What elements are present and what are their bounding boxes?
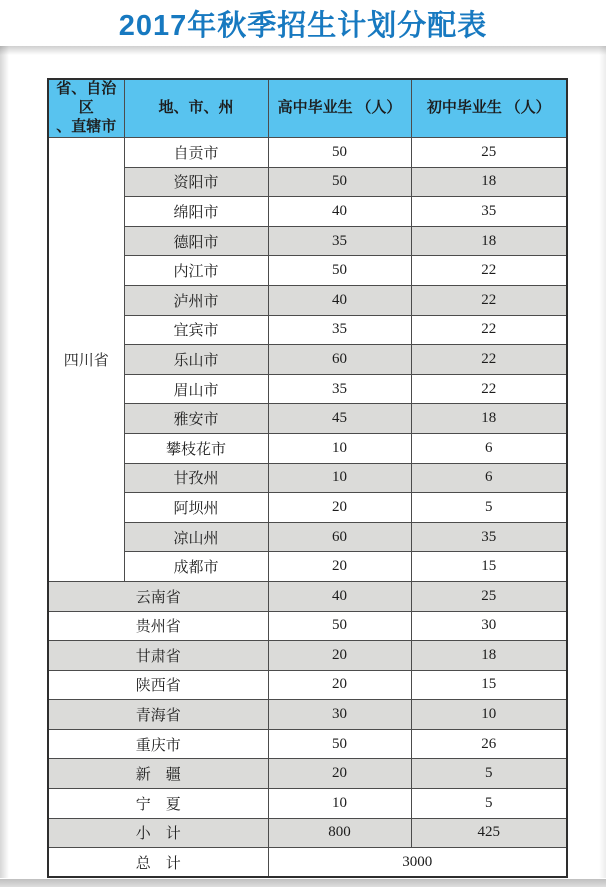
jh-count: 22: [411, 345, 567, 375]
hs-count: 20: [268, 759, 411, 789]
table-row: [48, 759, 567, 789]
hs-count: 40: [268, 197, 411, 227]
jh-count: 18: [411, 641, 567, 671]
jh-count: 5: [411, 759, 567, 789]
hs-count: 10: [268, 789, 411, 819]
city-name: 内江市: [124, 256, 268, 286]
table-row: [48, 374, 567, 404]
hs-count: 35: [268, 374, 411, 404]
hs-count: 20: [268, 641, 411, 671]
title-band: [0, 0, 606, 46]
province-name: 甘肃省: [48, 641, 268, 671]
table-row: [48, 641, 567, 671]
city-name: 攀枝花市: [124, 433, 268, 463]
hs-count: 30: [268, 700, 411, 730]
jh-count: 5: [411, 493, 567, 523]
table-row: [48, 493, 567, 523]
city-name: 乐山市: [124, 345, 268, 375]
province-cell-sichuan: 四川省: [48, 138, 124, 582]
hs-count: 20: [268, 493, 411, 523]
bottom-page-edge: [0, 879, 606, 887]
header-province-line2: 、直辖市: [56, 119, 117, 135]
table-row: [48, 581, 567, 611]
table-row: [48, 670, 567, 700]
jh-count: 18: [411, 404, 567, 434]
jh-count: 35: [411, 197, 567, 227]
jh-count: 15: [411, 670, 567, 700]
city-name: 成都市: [124, 552, 268, 582]
jh-count: 18: [411, 226, 567, 256]
page-title: 2017年秋季招生计划分配表: [118, 9, 488, 42]
table-row: [48, 138, 567, 168]
jh-count: 22: [411, 374, 567, 404]
table-row: [48, 226, 567, 256]
header-city-prefecture: 地、市、州: [124, 79, 268, 138]
city-name: 雅安市: [124, 404, 268, 434]
city-name: 甘孜州: [124, 463, 268, 493]
jh-count: 22: [411, 256, 567, 286]
right-page-shadow: [599, 46, 606, 878]
jh-count: 15: [411, 552, 567, 582]
table-row: [48, 433, 567, 463]
total-label: 总 计: [48, 848, 268, 878]
hs-count: 50: [268, 729, 411, 759]
hs-count: 40: [268, 581, 411, 611]
hs-count: 40: [268, 285, 411, 315]
subtotal-jh-count: 425: [411, 818, 567, 848]
jh-count: 25: [411, 138, 567, 168]
hs-count: 50: [268, 611, 411, 641]
city-name: 凉山州: [124, 522, 268, 552]
city-name: 自贡市: [124, 138, 268, 168]
province-name: 青海省: [48, 700, 268, 730]
jh-count: 6: [411, 463, 567, 493]
header-province-line1: 省、自治区: [56, 81, 117, 116]
table-row: [48, 197, 567, 227]
table-row: [48, 404, 567, 434]
province-name: 贵州省: [48, 611, 268, 641]
province-name: 云南省: [48, 581, 268, 611]
hs-count: 50: [268, 256, 411, 286]
jh-count: 25: [411, 581, 567, 611]
province-name: 新 疆: [48, 759, 268, 789]
table-row: [48, 789, 567, 819]
jh-count: 10: [411, 700, 567, 730]
city-name: 眉山市: [124, 374, 268, 404]
hs-count: 10: [268, 433, 411, 463]
table-row: [48, 522, 567, 552]
hs-count: 50: [268, 167, 411, 197]
hs-count: 20: [268, 670, 411, 700]
hs-count: 50: [268, 138, 411, 168]
jh-count: 26: [411, 729, 567, 759]
header-highschool-grads: 高中毕业生 （人）: [268, 79, 411, 138]
table-row: [48, 315, 567, 345]
jh-count: 6: [411, 433, 567, 463]
jh-count: 22: [411, 315, 567, 345]
title-shadow-divider: [0, 46, 606, 55]
hs-count: 35: [268, 315, 411, 345]
hs-count: 35: [268, 226, 411, 256]
city-name: 资阳市: [124, 167, 268, 197]
subtotal-label: 小 计: [48, 818, 268, 848]
total-row: [48, 848, 567, 878]
hs-count: 45: [268, 404, 411, 434]
city-name: 阿坝州: [124, 493, 268, 523]
header-province-region: [48, 79, 124, 138]
table-row: [48, 729, 567, 759]
table-row: [48, 552, 567, 582]
hs-count: 60: [268, 345, 411, 375]
jh-count: 35: [411, 522, 567, 552]
province-name: 重庆市: [48, 729, 268, 759]
hs-count: 20: [268, 552, 411, 582]
enrollment-plan-table: [47, 78, 568, 878]
table-row: [48, 463, 567, 493]
jh-count: 30: [411, 611, 567, 641]
table-row: [48, 256, 567, 286]
city-name: 泸州市: [124, 285, 268, 315]
jh-count: 5: [411, 789, 567, 819]
city-name: 绵阳市: [124, 197, 268, 227]
hs-count: 10: [268, 463, 411, 493]
hs-count: 60: [268, 522, 411, 552]
table-row: [48, 285, 567, 315]
province-name: 陕西省: [48, 670, 268, 700]
jh-count: 22: [411, 285, 567, 315]
province-name: 宁 夏: [48, 789, 268, 819]
table-row: [48, 700, 567, 730]
table-row: [48, 611, 567, 641]
table-header-row: [48, 79, 567, 138]
table-row: [48, 167, 567, 197]
subtotal-hs-count: 800: [268, 818, 411, 848]
table-row: [48, 345, 567, 375]
subtotal-row: [48, 818, 567, 848]
city-name: 德阳市: [124, 226, 268, 256]
header-juniorhigh-grads: 初中毕业生 （人）: [411, 79, 567, 138]
jh-count: 18: [411, 167, 567, 197]
left-page-shadow: [0, 46, 9, 878]
city-name: 宜宾市: [124, 315, 268, 345]
total-value: 3000: [268, 848, 567, 878]
